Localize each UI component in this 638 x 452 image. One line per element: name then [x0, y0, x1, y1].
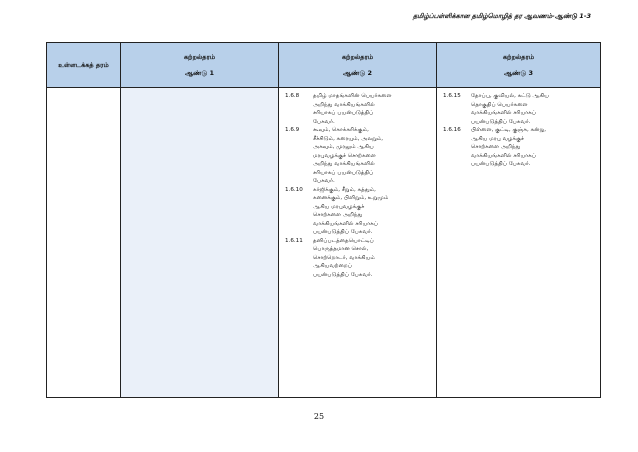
content-standard-cell	[47, 88, 121, 398]
running-head: தமிழ்ப்பள்ளிக்கான தமிழ்மொழித் தர ஆவணம்-ஆண்டு 1-3	[412, 12, 592, 20]
entry-text: தோப்பு, குவியல், கட்டு ஆகிய தொகுதிப் பெயர்களை வாக்கியங்களில் சரியாகப் பயன்படுத்திப் பேசுவர்.	[471, 93, 549, 125]
entry-code: 1.6.10	[285, 186, 303, 193]
entry-code: 1.6.8	[285, 93, 300, 99]
header-year-3: கற்றல்தரம் ஆண்டு 3	[437, 43, 601, 88]
table-header-row	[47, 43, 601, 88]
page-number: 25	[313, 412, 325, 421]
entry-code: 1.6.16	[443, 127, 461, 133]
table-body-row	[47, 88, 601, 398]
learning-standards-table	[46, 42, 601, 398]
learning-standard-entry	[443, 126, 596, 169]
header-content-standard: உள்ளடக்கத் தரம்	[47, 43, 121, 88]
header-year-2: கற்றல்தரம் ஆண்டு 2	[279, 43, 437, 88]
header-year-1: கற்றல்தரம் ஆண்டு 1	[121, 43, 279, 88]
entry-text: தமிழ் மாதங்களின் பெயர்களை அறிந்து வாக்கியங்களில் சரியாகப் பயன்படுத்திப் பேசுவர்.	[313, 93, 392, 125]
year-2-cell	[279, 88, 437, 398]
learning-standard-entry	[285, 237, 432, 280]
year-1-cell	[121, 88, 279, 398]
entry-text: தனிப்படத்தையொட்டிப் பொருத்தமான சொல், சொற்றொடர், வாக்கியம் ஆகியவற்றைப் பயன்படுத்திப் பேசுவர்.	[313, 237, 375, 278]
learning-standard-entry	[285, 92, 432, 126]
learning-standard-entry	[285, 186, 432, 237]
entry-code: 1.6.15	[443, 93, 461, 99]
year-3-cell	[437, 88, 601, 398]
learning-standard-entry	[443, 92, 596, 126]
learning-standard-entry	[285, 126, 432, 186]
entry-code: 1.6.11	[285, 237, 303, 244]
entry-text: கூவும், கொக்கரிக்கும், சீச்சிடும், கரையும், அலறும், அகவும், முரலும் ஆகிய மரபுவழக்குச் சொற்களை அறிந்து வாக்கியங்களில் சரியாகப் பயன்படுத்திப் பேசுவர்.	[313, 127, 384, 184]
entry-text: கர்ஜிக்கும், சீறும், கத்தும், கனைக்கும், பிளிறும், உறுமும் ஆகிய மரபுவழக்குச் சொற்களை அறிந்து வாக்கியங்களில் சரியாகப் பயன்படுத்திப் பேசுவர்.	[313, 186, 389, 235]
entry-text: பிள்ளை, குட்டி, குஞ்சு, கன்று, ஆகிய மரபு வழக்குச் சொற்களை அறிந்து வாக்கியங்களில் சரியாகப் பயன்படுத்திப் பேசுவர்.	[471, 127, 547, 167]
entry-code: 1.6.9	[285, 127, 300, 133]
